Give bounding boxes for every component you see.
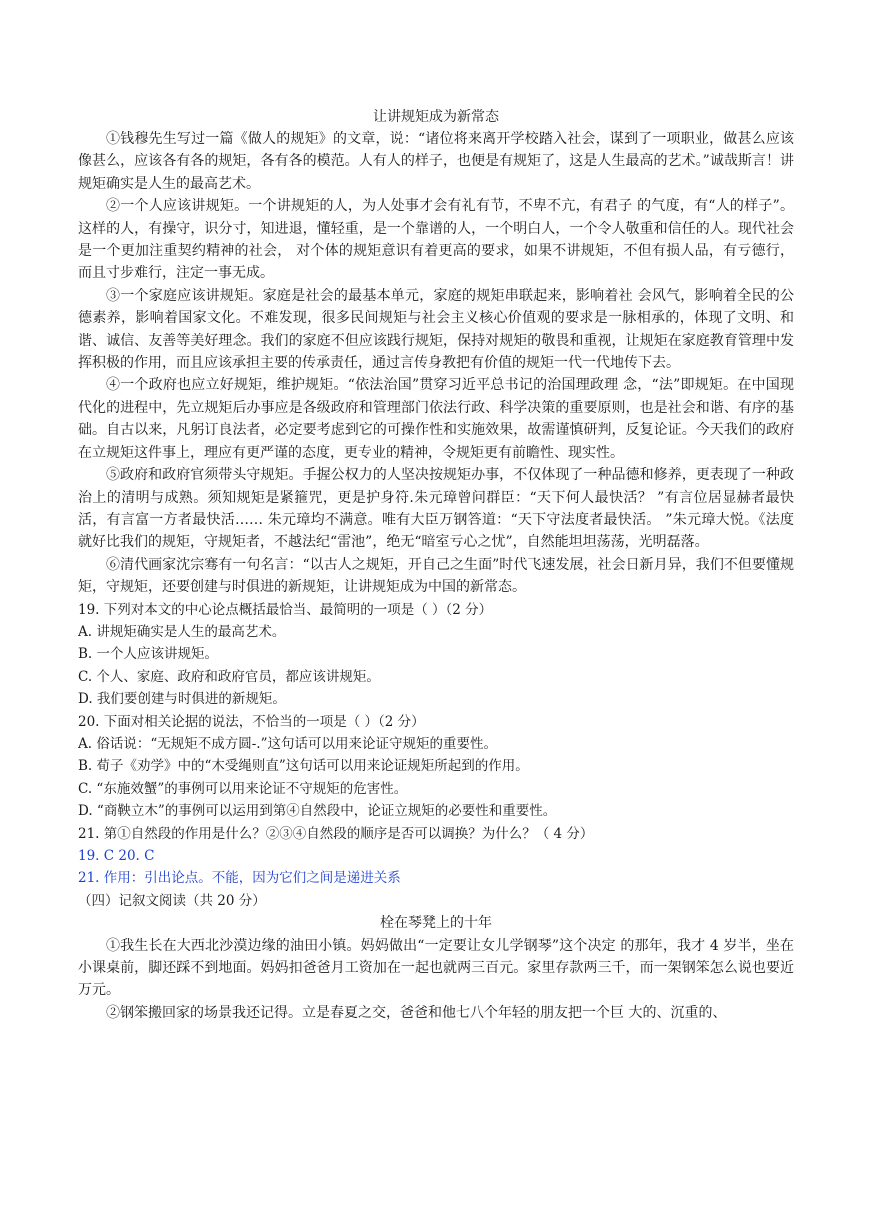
- article-2-paragraph-2: ②钢笨搬回家的场景我还记得。立是春夏之交，爸爸和他七八个年轻的朋友把一个巨 大的、沉重的、: [106, 1004, 727, 1021]
- article-paragraph-3: ③一个家庭应该讲规矩。家庭是社会的最基本单元，家庭的规矩串联起来，影响着社 会风气，影响着全民的公德素养，影响着国家文化。不难发现，很多民间规矩与社会主义核心价值观的要求是一脉相承的，体现了文明、和谐、诚信、友善等美好理念。我们的家庭不但应该践行规矩，保持对规矩的敬畏和重视，让规矩在家庭教育管理中发挥积极的作用，而且应该承担主要的传承责任，通过言传身教把有价值的规矩一代一代地传下去。: [78, 287, 794, 372]
- article-2-paragraph-1: ①我生长在大西北沙漠边缘的油田小镇。妈妈做出“一定要让女儿学钢琴”这个决定 的那年，我才 4 岁半，坐在小课桌前，脚还踩不到地面。妈妈扣爸爸月工资加在一起也就两三百元。家里存款两三千，而一架钢笨怎么说也要近万元。: [78, 937, 794, 999]
- question-19-option-d: D. 我们要创建与时俱进的新规矩。: [78, 691, 286, 708]
- article-paragraph-6: ⑥清代画家沈宗骞有一句名言：“以古人之规矩，开自己之生面”时代飞速发展，社会日新月异，我们不但要懂规矩，守规矩，还要创建与时俱进的新规矩，让讲规矩成为中国的新常态。: [78, 556, 794, 596]
- question-19-option-b: B. 一个人应该讲规矩。: [78, 646, 219, 663]
- question-19-option-c: C. 个人、家庭、政府和政府官员，都应该讲规矩。: [78, 668, 380, 685]
- question-19-option-a: A. 讲规矩确实是人生的最高艺术。: [78, 623, 286, 640]
- question-20-option-a: A. 俗话说：“无规矩不成方圆-.”这句话可以用来论证守规矩的重要性。: [78, 735, 497, 752]
- section-header: （四）记叙文阅读（共 20 分）: [78, 892, 266, 909]
- question-21-stem: 21. 第①自然段的作用是什么？②③④自然段的顺序是否可以调换？为什么？（ 4 分）: [78, 825, 594, 842]
- answer-21: 21. 作用：引出论点。不能，因为它们之间是递进关系: [78, 870, 401, 887]
- article-paragraph-2: ②一个人应该讲规矩。一个讲规矩的人，为人处事才会有礼有节，不卑不亢，有君子 的气度，有“人的样子”。这样的人，有操守，识分寸，知进退，懂轻重，是一个靠谱的人，一个明白人，一个令人敬重和信任的人。现代社会是一个更加注重契约精神的社会， 对个体的规矩意识有着更高的要求，如果不讲规矩，不但有损人品，有亏德行，而且寸步难行，注定一事无成。: [78, 198, 794, 282]
- question-20-option-c: C. “东施效蟹”的事例可以用来论证不守规矩的危害性。: [78, 780, 408, 797]
- answer-19-20: 19. C 20. C: [78, 848, 155, 864]
- article-2-title: 栓在琴凳上的十年: [380, 915, 492, 932]
- question-20-option-d: D. “商鞅立木”的事例可以运用到第④自然段中，论证立规矩的必要性和重要性。: [78, 803, 557, 820]
- article-title: 让讲规矩成为新常态: [373, 109, 499, 125]
- article-paragraph-5: ⑤政府和政府官须带头守规矩。手握公权力的人坚决按规矩办事，不仅体现了一种品德和修养，更表现了一种政治上的清明与成熟。须知规矩是紧箍咒，更是护身符.朱元璋曾问群臣：“天下何人最快活？ ”有言位居显赫者最快活，有言富一方者最快活…… 朱元璋均不满意。唯有大臣万钢答道：“天下守法度者最快活。 ”朱元璋大悦。《法度就好比我们的规矩，守规矩者，不越法纪“雷池”，绝无“暗室亏心之忧”，自然能坦坦荡荡，光明磊落。: [78, 467, 794, 551]
- article-paragraph-4: ④一个政府也应立好规矩，维护规矩。“依法治国”贯穿习近平总书记的治国理政理 念，“法”即规矩。在中国现代化的进程中，先立规矩后办事应是各级政府和管理部门依法行政、科学决策的重要原则，也是社会和谐、有序的基础。自古以来，凡躬订良法者，必定要考虑到它的可操作性和实施效果，故需谨慎研判，反复论证。今天我们的政府在立规矩这件事上，理应有更严谨的态度，更专业的精神，令规矩更有前瞻性、现实性。: [78, 377, 794, 461]
- question-20-stem: 20. 下面对相关论据的说法，不恰当的一项是（ ）（2 分）: [78, 713, 425, 730]
- question-19-stem: 19. 下列对本文的中心论点概括最恰当、最简明的一项是（ ）（2 分）: [78, 601, 493, 618]
- article-paragraph-1: ①钱穆先生写过一篇《做人的规矩》的文章，说：“诸位将来离开学校踏入社会，谋到了一项职业，做甚么应该像甚么，应该各有各的规矩，各有各的模范。人有人的样子，也便是有规矩了，这是人生最高的艺术。”诚哉斯言！讲规矩确实是人生的最高艺术。: [78, 131, 794, 192]
- document-page: [78, 106, 794, 1024]
- question-20-option-b: B. 荀子《劝学》中的“木受绳则直”这句话可以用来论证规矩所起到的作用。: [78, 758, 529, 775]
